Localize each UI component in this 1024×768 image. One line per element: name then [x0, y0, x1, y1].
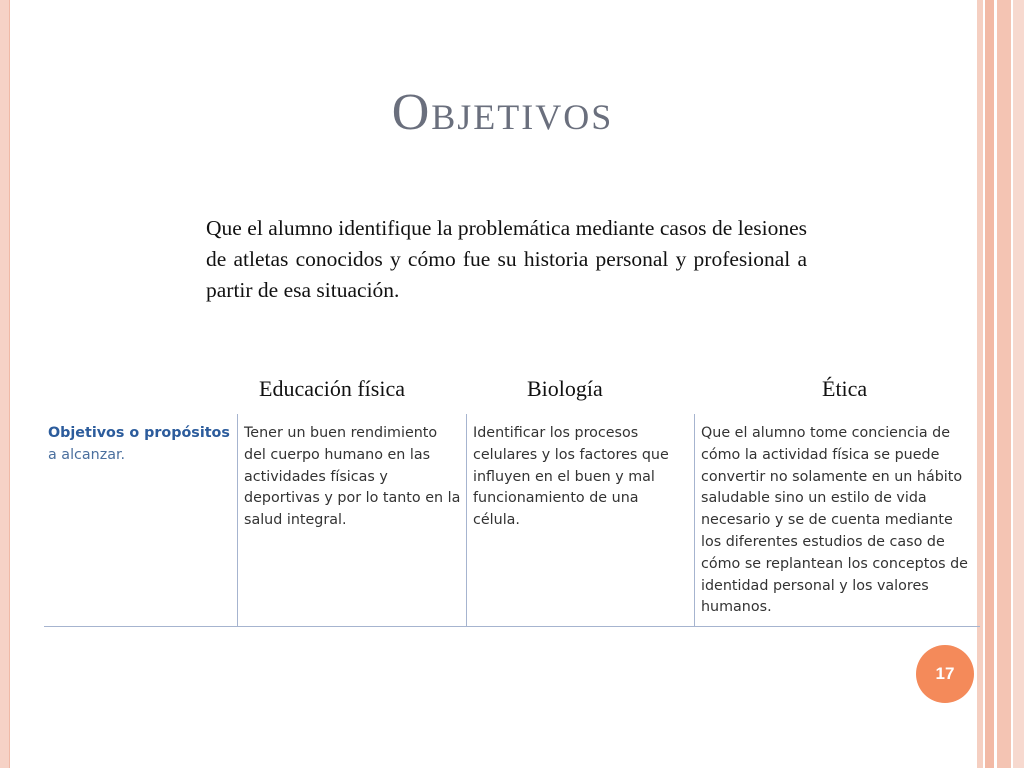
- table-cell-ethics: Que el alumno tome conciencia de cómo la actividad física se puede convertir no solamente en un hábito saludable sino un estilo de vida necesario y se de cuenta mediante los diferentes estudios de caso de cómo se replantean los conceptos de identidad personal y los valores humanos.: [701, 425, 968, 616]
- table-divider: [466, 414, 467, 626]
- subject-physical-education: Educación física: [259, 376, 405, 401]
- objective-paragraph: Que el alumno identifique la problemática mediante casos de lesiones de atletas conocidos y cómo fue su historia personal y profesional a partir de esa situación.: [206, 216, 807, 302]
- table-divider: [694, 414, 695, 626]
- table-cell-biology: Identificar los procesos celulares y los factores que influyen en el buen y mal funcionamiento de una célula.: [473, 425, 669, 529]
- rubric-label-continuation: a alcanzar.: [48, 446, 126, 463]
- table-divider: [237, 414, 238, 626]
- objectives-table: [44, 414, 980, 627]
- subject-biology: Biología: [527, 376, 603, 401]
- page-number-badge: 17: [916, 645, 974, 703]
- subject-ethics: Ética: [822, 376, 868, 401]
- table-row-header: [48, 414, 234, 626]
- table-cell-physical-education: Tener un buen rendimiento del cuerpo humano en las actividades físicas y deportivas y por lo tanto en la salud integral.: [244, 425, 461, 529]
- rubric-label: Objetivos o propósitos: [48, 425, 230, 441]
- slide-title: Objetivos: [391, 84, 614, 141]
